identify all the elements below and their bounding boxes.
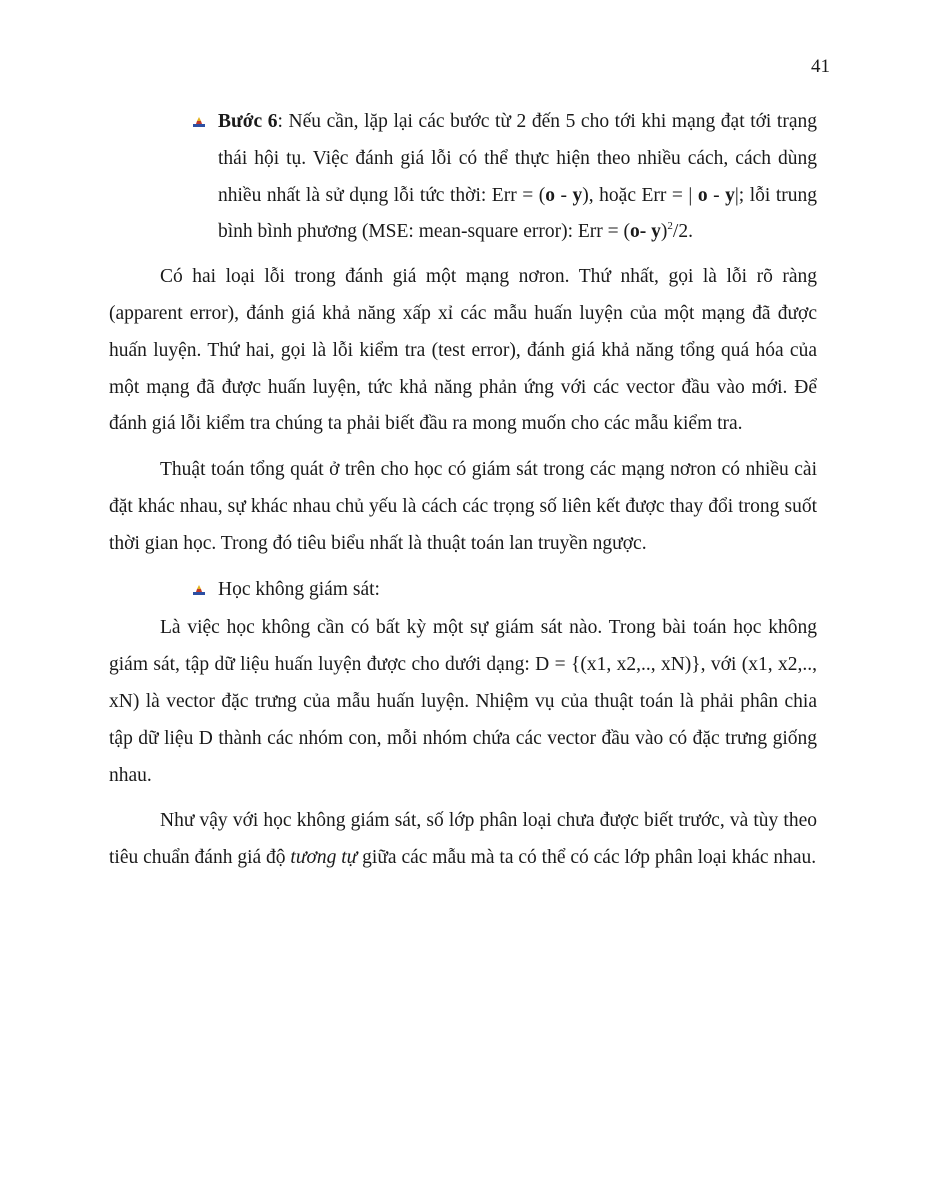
paragraph-unsupervised: Là việc học không cần có bất kỳ một sự giám sát nào. Trong bài toán học không giám sát, tập dữ liệu huấn luyện được cho dưới dạng: D = {(x1, x2,.., xN)}, với (x1, x2,.., xN) là vector đặc trưng của mẫu huấn luyện. Nhiệm vụ của thuật toán là phải phân chia tập dữ liệu D thành các nhóm con, mỗi nhóm chứa các vector đầu vào có đặc trưng giống nhau. [109,617,817,786]
step-6-text: Bước 6: Nếu cần, lặp lại các bước từ 2 đến 5 cho tới khi mạng đạt tới trạng thái hội tụ. Việc đánh giá lỗi có thể thực hiện theo nhiều cách, cách dùng nhiều nhất là sử dụng lỗi tức thời: Err = (o - y), hoặc Err = | o - y|; lỗi trung bình bình phương (MSE: mean-square error): Err = (o- y)$^2$/2. [218,111,818,243]
exponent-2: 2 [667,220,673,233]
pin-bullet-icon [193,117,205,128]
document-body [109,104,817,886]
page-number: 41 [811,56,830,77]
unsupervised-heading: Học không giám sát: [218,578,380,600]
paragraph-algorithm: Thuật toán tổng quát ở trên cho học có giám sát trong các mạng nơron có nhiều cài đặt khác nhau, sự khác nhau chủ yếu là cách các trọng số liên kết được thay đổi trong suốt thời gian học. Trong đó tiêu biểu nhất là thuật toán lan truyền ngược. [109,459,817,554]
italic-similarity: tương tự [290,847,358,869]
step-6-label: Bước 6 [218,111,278,132]
paragraph-errors: Có hai loại lỗi trong đánh giá một mạng nơron. Thứ nhất, gọi là lỗi rõ ràng (apparent error), đánh giá khả năng xấp xỉ các mẫu huấn luyện của một mạng đã được huấn luyện. Thứ hai, gọi là lỗi kiểm tra (test error), đánh giá khả năng tổng quá hóa của một mạng đã được huấn luyện, tức khả năng phản ứng với các vector đầu vào mới. Để đánh giá lỗi kiểm tra chúng ta phải biết đầu ra mong muốn cho các mẫu kiểm tra. [109,266,817,435]
pin-bullet-icon [193,585,205,596]
step-6-item [109,104,817,251]
paragraph-classes: Như vậy với học không giám sát, số lớp phân loại chưa được biết trước, và tùy theo tiêu chuẩn đánh giá độ tương tự giữa các mẫu mà ta có thể có các lớp phân loại khác nhau. [109,810,817,869]
unsupervised-heading-item [109,572,817,609]
